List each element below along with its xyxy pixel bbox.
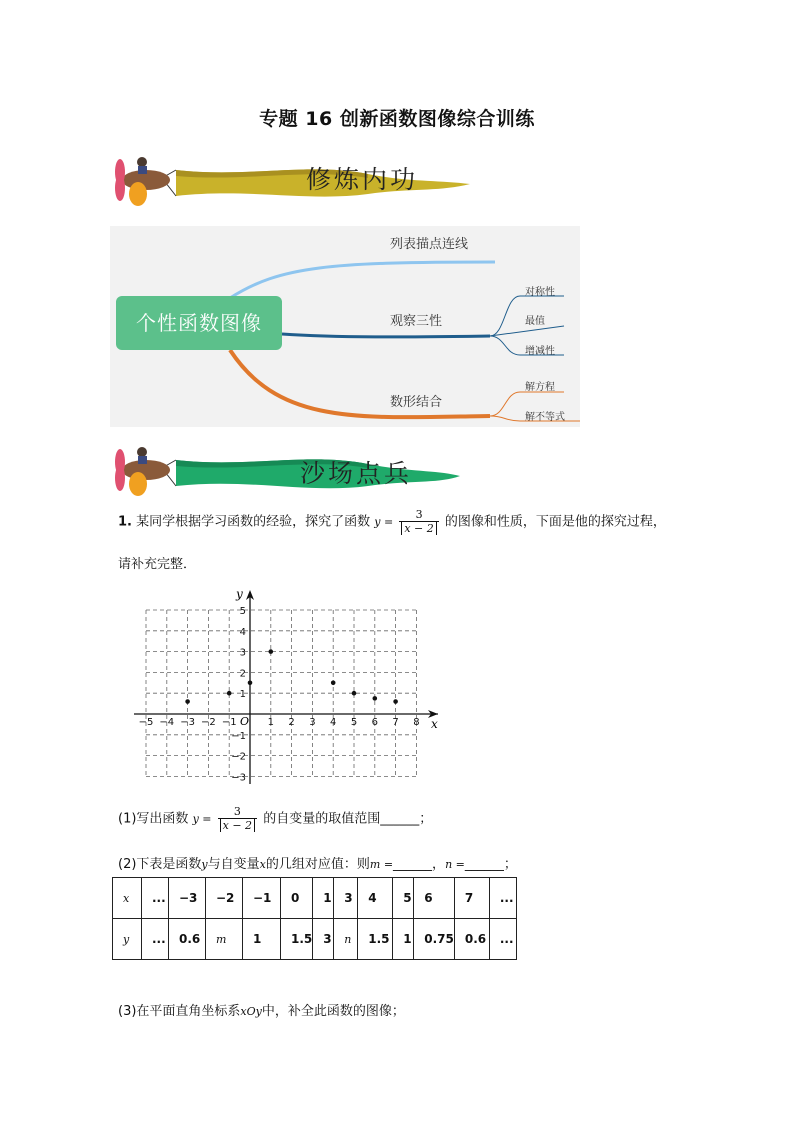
- x-tick-label: 4: [330, 717, 337, 728]
- x-tick-label: −5: [138, 717, 154, 728]
- table-cell: n: [334, 919, 358, 960]
- banner-2-text: 沙场点兵: [300, 459, 413, 488]
- part-3: [118, 1000, 718, 1019]
- x-tick-label: −3: [180, 717, 195, 728]
- table-cell: m: [206, 919, 243, 960]
- banner-1-text: 修炼内功: [306, 165, 419, 194]
- leaf-label: 最值: [525, 316, 545, 327]
- coordinate-graph: [126, 588, 446, 788]
- data-point: [269, 649, 274, 654]
- table-cell: −3: [169, 878, 206, 919]
- question-intro: [118, 508, 718, 536]
- table-row-x: [113, 878, 517, 919]
- graph-grid: [146, 610, 416, 776]
- punctuation: ；: [503, 857, 517, 872]
- part-1-text-b: 的自变量的取值范围: [263, 811, 381, 827]
- leaf-label: 增减性: [525, 346, 555, 357]
- table-cell: 1: [393, 919, 414, 960]
- y-tick-label: −2: [231, 751, 246, 763]
- table-cell: 0.6: [454, 919, 489, 960]
- y-tick-label: −3: [231, 772, 246, 784]
- table-cell: 1.5: [281, 919, 313, 960]
- section-banner-2: [108, 438, 478, 500]
- coordinate-system: xOy: [240, 1005, 262, 1018]
- table-cell: 4: [358, 878, 393, 919]
- table-row-y: [113, 919, 517, 960]
- answer-blank[interactable]: ______: [380, 811, 420, 827]
- table-cell: −1: [243, 878, 281, 919]
- data-point: [393, 699, 398, 704]
- punctuation: ，: [432, 857, 446, 872]
- part-2-text-b: 与自变量: [207, 857, 260, 872]
- section-banner-1: [108, 148, 478, 210]
- table-cell: 0.75: [414, 919, 455, 960]
- table-cell: ...: [142, 878, 169, 919]
- table-cell: 0.6: [169, 919, 206, 960]
- table-cell: ...: [142, 919, 169, 960]
- table-cell: 3: [313, 919, 334, 960]
- table-cell: y: [113, 919, 142, 960]
- data-point: [331, 681, 336, 686]
- y-tick-label: 1: [239, 689, 246, 701]
- punctuation: ；: [419, 811, 433, 827]
- fraction-denominator: x − 2: [401, 522, 436, 535]
- origin-label: O: [240, 715, 250, 728]
- intro-text-a: 某同学根据学习函数的经验，探究了函数: [136, 514, 371, 530]
- var-n: n =: [445, 858, 465, 871]
- data-point: [227, 691, 232, 696]
- table-cell: 7: [454, 878, 489, 919]
- intro-text-c: 请补充完整．: [118, 557, 197, 572]
- table-cell: 1: [243, 919, 281, 960]
- table-cell: 1.5: [358, 919, 393, 960]
- graph-axes: [134, 590, 438, 784]
- question-number: 1.: [118, 514, 132, 530]
- airplane-icon: [108, 438, 478, 500]
- data-point: [373, 696, 378, 701]
- function-y: y =: [374, 515, 394, 529]
- answer-blank-n[interactable]: ______: [464, 857, 504, 872]
- x-tick-label: 7: [392, 717, 399, 728]
- table-cell: 1: [313, 878, 334, 919]
- x-tick-label: 8: [413, 717, 420, 728]
- part-3-text-b: 中，补全此函数的图像；: [261, 1004, 405, 1019]
- y-tick-label: −1: [231, 730, 246, 742]
- y-tick-label: 4: [239, 626, 246, 638]
- branch-label-3: 数形结合: [390, 395, 443, 410]
- leaf-label: 对称性: [525, 287, 555, 298]
- part-2-text-a: (2)下表是函数: [118, 857, 202, 872]
- x-axis-label: x: [431, 717, 438, 731]
- page-title: 专题 16 创新函数图像综合训练: [259, 108, 535, 130]
- y-tick-label: 3: [239, 647, 246, 659]
- x-tick-label: 6: [371, 717, 378, 728]
- x-tick-label: 3: [309, 717, 316, 728]
- part-2-text-c: 的几组对应值：则: [265, 857, 370, 872]
- mind-map-center: 个性函数图像: [116, 296, 282, 350]
- x-tick-label: −1: [221, 717, 237, 728]
- table-cell: 0: [281, 878, 313, 919]
- table-cell: ...: [489, 878, 516, 919]
- data-point: [248, 681, 253, 686]
- fraction-numerator: 3: [415, 508, 423, 521]
- data-point: [185, 699, 190, 704]
- branch-label-2: 观察三性: [390, 314, 443, 329]
- y-axis-label: y: [236, 588, 243, 601]
- airplane-icon: [108, 148, 478, 210]
- values-table: [112, 877, 517, 960]
- y-tick-label: 5: [239, 606, 246, 617]
- intro-text-b: 的图像和性质，下面是他的探究过程，: [444, 514, 666, 530]
- graph-ticks: [139, 606, 420, 783]
- x-tick-label: 2: [288, 717, 295, 728]
- x-tick-label: 1: [267, 717, 274, 728]
- branch-label-1: 列表描点连线: [390, 237, 469, 252]
- function-fraction: [218, 805, 257, 833]
- data-point: [352, 691, 357, 696]
- leaf-label: 解方程: [525, 382, 555, 393]
- function-y: y =: [192, 812, 212, 826]
- part-2: [118, 853, 718, 872]
- var-x: x: [259, 858, 266, 871]
- part-1: [118, 805, 718, 833]
- var-m: m =: [369, 858, 394, 871]
- table-cell: x: [113, 878, 142, 919]
- function-fraction: [399, 508, 438, 536]
- x-tick-label: 5: [350, 717, 358, 728]
- fraction-denominator: x − 2: [220, 819, 255, 832]
- y-tick-label: 2: [239, 668, 246, 680]
- part-3-text-a: (3)在平面直角坐标系: [118, 1004, 241, 1019]
- fraction-numerator: 3: [233, 805, 241, 818]
- part-1-text-a: (1)写出函数: [118, 811, 189, 827]
- x-tick-label: −4: [159, 717, 175, 728]
- mind-map: [110, 226, 580, 427]
- var-y: y: [201, 858, 208, 871]
- table-cell: ...: [489, 919, 516, 960]
- table-cell: 5: [393, 878, 414, 919]
- answer-blank-m[interactable]: ______: [393, 857, 433, 872]
- table-cell: −2: [206, 878, 243, 919]
- leaf-label: 解不等式: [525, 412, 565, 423]
- table-cell: 6: [414, 878, 455, 919]
- x-tick-label: −2: [201, 717, 216, 728]
- table-cell: 3: [334, 878, 358, 919]
